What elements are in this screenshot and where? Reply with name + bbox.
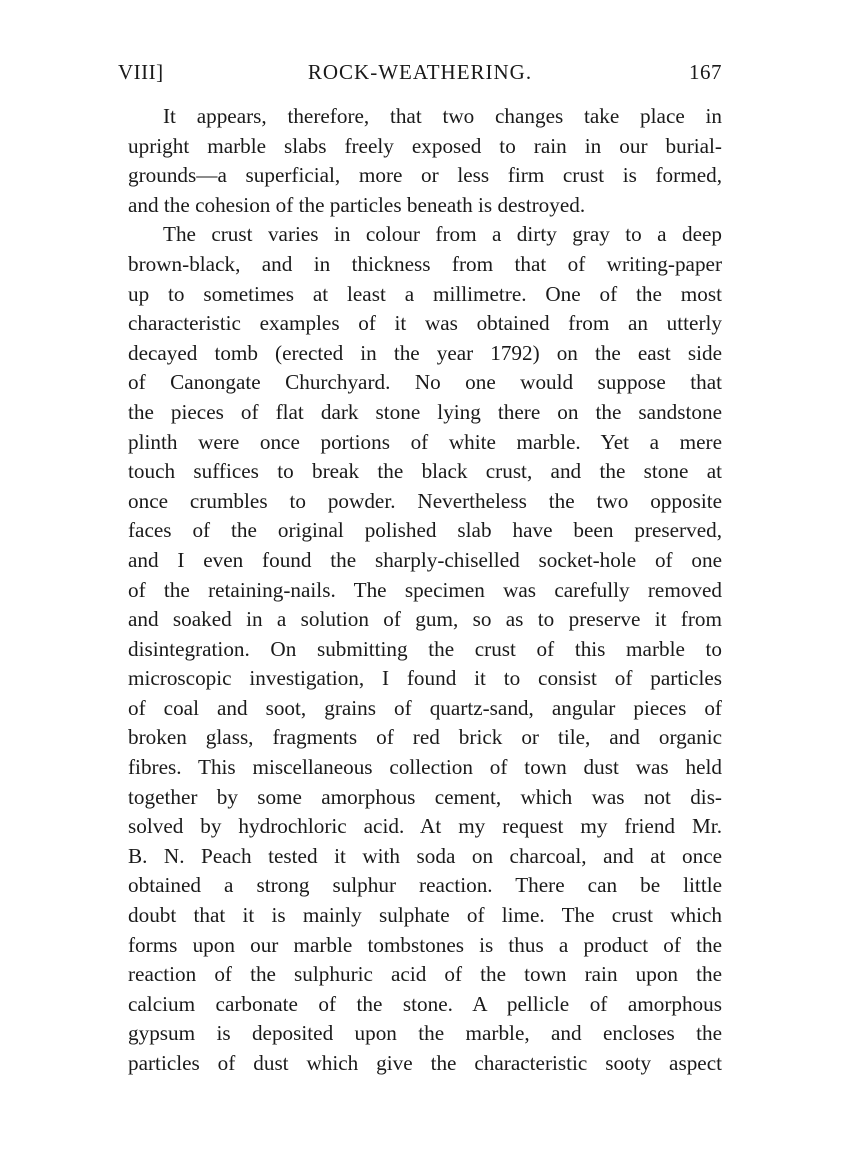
body-text bbox=[128, 102, 722, 1079]
text-line: brown-black, and in thickness from that of writing-paper bbox=[128, 251, 722, 276]
text-line: faces of the original polished slab have been preserved, bbox=[128, 518, 722, 543]
text-line: The crust varies in colour from a dirty gray to a deep bbox=[163, 222, 722, 247]
text-line: together by some amorphous cement, which was not dis- bbox=[128, 784, 722, 809]
text-line: obtained a strong sulphur reaction. There can be little bbox=[128, 873, 722, 898]
text-line: particles of dust which give the characteristic sooty aspect bbox=[128, 1051, 722, 1075]
text-line: of coal and soot, grains of quartz-sand, angular pieces of bbox=[128, 695, 722, 720]
text-line: once crumbles to powder. Nevertheless the two opposite bbox=[128, 488, 722, 513]
running-head bbox=[118, 60, 722, 90]
text-line: grounds—a superficial, more or less firm crust is formed, bbox=[128, 163, 722, 188]
text-line: and I even found the sharply-chiselled socket-hole of one bbox=[128, 547, 722, 572]
text-line: gypsum is deposited upon the marble, and encloses the bbox=[128, 1021, 722, 1046]
text-line: up to sometimes at least a millimetre. One of the most bbox=[128, 281, 722, 306]
text-line: broken glass, fragments of red brick or tile, and organic bbox=[128, 725, 722, 750]
text-line: fibres. This miscellaneous collection of town dust was held bbox=[128, 755, 722, 780]
text-line: the pieces of flat dark stone lying there on the sandstone bbox=[128, 399, 722, 424]
text-line: and the cohesion of the particles beneath is destroyed. bbox=[128, 192, 586, 217]
running-title: ROCK-WEATHERING. bbox=[307, 60, 533, 84]
text-line: of Canongate Churchyard. No one would suppose that bbox=[128, 370, 722, 395]
text-line: microscopic investigation, I found it to consist of particles bbox=[128, 666, 722, 691]
chapter-number: VIII] bbox=[118, 60, 164, 84]
text-line: reaction of the sulphuric acid of the town rain upon the bbox=[128, 962, 722, 987]
text-line: forms upon our marble tombstones is thus a product of the bbox=[128, 932, 722, 957]
text-line: plinth were once portions of white marble. Yet a mere bbox=[128, 429, 722, 454]
page-number: 167 bbox=[689, 60, 722, 84]
text-line: calcium carbonate of the stone. A pellicle of amorphous bbox=[128, 991, 722, 1016]
text-line: solved by hydrochloric acid. At my request my friend Mr. bbox=[128, 814, 722, 839]
text-line: of the retaining-nails. The specimen was carefully removed bbox=[128, 577, 722, 602]
text-line: characteristic examples of it was obtained from an utterly bbox=[128, 311, 722, 336]
text-line: upright marble slabs freely exposed to rain in our burial- bbox=[128, 133, 722, 158]
paragraph-2 bbox=[128, 220, 722, 1078]
text-line: and soaked in a solution of gum, so as to preserve it from bbox=[128, 607, 722, 632]
text-line: decayed tomb (erected in the year 1792) on the east side bbox=[128, 340, 722, 365]
text-line: It appears, therefore, that two changes take place in bbox=[163, 104, 722, 128]
text-line: B. N. Peach tested it with soda on charcoal, and at once bbox=[128, 843, 722, 868]
paragraph-1 bbox=[128, 102, 722, 220]
text-line: touch suffices to break the black crust, and the stone at bbox=[128, 459, 722, 484]
text-line: disintegration. On submitting the crust of this marble to bbox=[128, 636, 722, 661]
text-line: doubt that it is mainly sulphate of lime. The crust which bbox=[128, 903, 722, 928]
